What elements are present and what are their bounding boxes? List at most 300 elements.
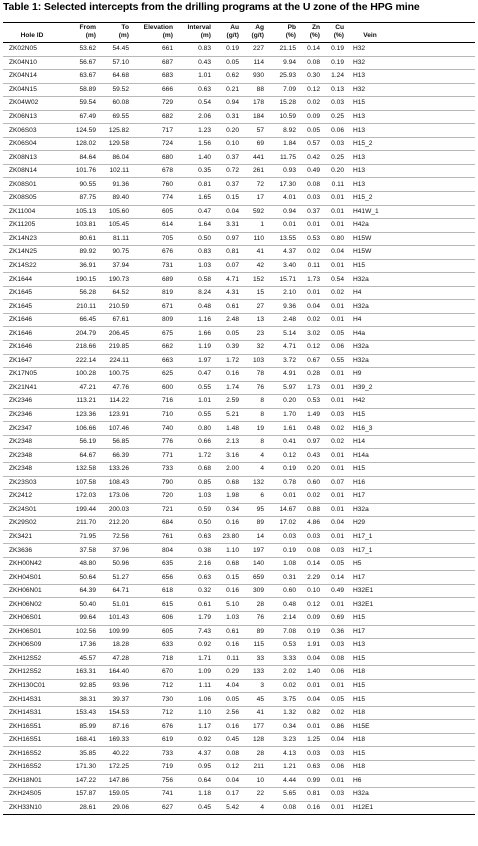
column-header [265,23,297,43]
table-cell: 105.60 [97,205,130,219]
table-cell: 50.64 [61,571,97,585]
table-cell: 14 [240,530,265,544]
table-cell: ZKH06N01 [3,584,61,598]
table-cell: 0.01 [297,219,321,233]
table-cell: 0.69 [321,611,345,625]
row-spacer [395,178,475,192]
table-cell: 13 [240,313,265,327]
table-cell: 0.61 [212,625,240,639]
table-cell: 1.03 [174,490,212,504]
table-body [3,43,475,815]
table-cell: 4.31 [212,286,240,300]
table-cell: 0.06 [321,760,345,774]
table-cell: ZK06S03 [3,124,61,138]
table-cell: 606 [130,611,174,625]
table-cell: ZK06N13 [3,110,61,124]
table-cell: 40.22 [97,747,130,761]
column-header-unit: (%) [309,32,320,39]
table-cell: H15E [345,720,395,734]
table-cell: 804 [130,544,174,558]
table-cell: 0.19 [321,43,345,57]
table-cell: 705 [130,232,174,246]
table-cell: 1.10 [212,544,240,558]
table-cell: 733 [130,747,174,761]
table-cell: 64.71 [97,584,130,598]
table-cell: 0.92 [174,639,212,653]
table-cell: 0.01 [321,490,345,504]
table-cell: 0.50 [174,517,212,531]
table-cell: H14a [345,449,395,463]
table-cell: 0.12 [297,341,321,355]
table-cell: 0.03 [321,639,345,653]
table-cell: 85.99 [61,720,97,734]
table-cell: H15 [345,408,395,422]
table-cell: 15.28 [265,97,297,111]
table-cell: 5.97 [265,381,297,395]
table-cell: 1.73 [297,381,321,395]
table-cell: 0.78 [265,476,297,490]
table-cell: 0.10 [297,584,321,598]
table-cell: 219.85 [97,341,130,355]
table-cell: 6 [240,490,265,504]
table-cell: ZK17N05 [3,368,61,382]
table-cell: 124.59 [61,124,97,138]
table-cell: H15 [345,462,395,476]
table-cell: 4.91 [265,368,297,382]
table-cell: 741 [130,788,174,802]
row-spacer [395,584,475,598]
table-cell: H9 [345,368,395,382]
table-cell: 0.53 [265,639,297,653]
table-cell: 1.01 [174,70,212,84]
table-cell: 605 [130,625,174,639]
table-cell: 4.71 [265,341,297,355]
table-cell: 133.26 [97,462,130,476]
table-cell: 0.15 [212,571,240,585]
table-cell: 69.55 [97,110,130,124]
table-cell: 0.37 [212,178,240,192]
table-cell: ZK21N41 [3,381,61,395]
table-cell: 114.22 [97,395,130,409]
table-cell: H17_1 [345,544,395,558]
table-cell: H32 [345,83,395,97]
table-cell: 0.15 [212,192,240,206]
table-cell: 28 [240,598,265,612]
table-cell: 605 [130,205,174,219]
table-cell: 88 [240,83,265,97]
table-cell: 23.80 [212,530,240,544]
row-spacer [395,259,475,273]
column-header-label: Pb [287,24,296,31]
table-cell: 102.11 [97,164,130,178]
table-cell: 0.01 [321,598,345,612]
table-cell: 684 [130,517,174,531]
table-cell: ZK04N14 [3,70,61,84]
table-row [3,110,475,124]
table-cell: 1.32 [265,706,297,720]
row-spacer [395,449,475,463]
table-cell: 152 [240,273,265,287]
table-cell: 18.28 [97,639,130,653]
table-cell: ZKH14S31 [3,706,61,720]
table-cell: 2.06 [174,110,212,124]
table-cell: 1.17 [174,720,212,734]
table-cell: ZKH130C01 [3,679,61,693]
table-cell: 63.67 [61,70,97,84]
table-cell: 0.08 [297,178,321,192]
table-cell: 211 [240,760,265,774]
table-cell: 2.10 [265,286,297,300]
table-cell: 0.12 [212,760,240,774]
table-cell: ZKH12S52 [3,666,61,680]
table-cell: 0.62 [212,70,240,84]
intercepts-table [3,22,475,815]
table-row [3,56,475,70]
table-cell: 172.25 [97,760,130,774]
table-cell: 676 [130,246,174,260]
table-cell: 1.21 [265,760,297,774]
table-cell: 0.02 [297,97,321,111]
column-header [212,23,240,43]
row-spacer [395,408,475,422]
table-cell: 0.83 [174,246,212,260]
table-cell: 17 [240,192,265,206]
table-cell: ZKH06S09 [3,639,61,653]
table-cell: 0.01 [265,490,297,504]
table-cell: 81.11 [97,232,130,246]
table-cell: 0.49 [321,584,345,598]
row-spacer [395,70,475,84]
column-header-unit: (g/t) [251,32,264,39]
table-cell: 0.01 [321,368,345,382]
table-cell: 108.43 [97,476,130,490]
table-cell: H15 [345,652,395,666]
column-header-unit: (%) [285,32,296,39]
table-cell: 731 [130,259,174,273]
table-cell: 0.53 [297,232,321,246]
table-cell: 1.74 [212,381,240,395]
row-spacer [395,720,475,734]
table-cell: 0.01 [321,449,345,463]
table-cell: 0.11 [321,178,345,192]
table-row [3,43,475,57]
table-cell: 41 [240,246,265,260]
table-cell: 0.38 [174,544,212,558]
table-row [3,679,475,693]
table-cell: 4 [240,801,265,815]
table-cell: 33 [240,652,265,666]
table-cell: 0.80 [174,422,212,436]
table-cell: 29.06 [97,801,130,815]
table-row [3,151,475,165]
table-cell: 0.11 [212,652,240,666]
table-row [3,313,475,327]
table-cell: 0.25 [321,151,345,165]
table-cell: H15_2 [345,137,395,151]
table-cell: 718 [130,652,174,666]
table-cell: 89.92 [61,246,97,260]
table-cell: 173.06 [97,490,130,504]
table-cell: 0.03 [265,530,297,544]
table-cell: 0.66 [174,435,212,449]
table-cell: 9.36 [265,300,297,314]
table-cell: 0.61 [212,300,240,314]
table-cell: 4.13 [265,747,297,761]
table-cell: 0.59 [174,503,212,517]
table-cell: 64.39 [61,584,97,598]
table-cell: H12E1 [345,801,395,815]
table-cell: H15W [345,246,395,260]
table-cell: 211.70 [61,517,97,531]
table-cell: 0.08 [297,56,321,70]
row-spacer [395,747,475,761]
table-cell: ZK3636 [3,544,61,558]
table-cell: 0.02 [265,679,297,693]
table-cell: 224.11 [97,354,130,368]
table-cell: 123.36 [61,408,97,422]
table-cell: ZK08N13 [3,151,61,165]
table-cell: 84.64 [61,151,97,165]
table-cell: 0.05 [212,327,240,341]
table-cell: 719 [130,760,174,774]
table-cell: H32 [345,56,395,70]
table-row [3,286,475,300]
table-row [3,97,475,111]
table-row [3,611,475,625]
table-cell: 93.96 [97,679,130,693]
column-header-label: Vein [363,32,377,39]
table-cell: 619 [130,733,174,747]
table-cell: ZK23S03 [3,476,61,490]
table-row [3,178,475,192]
table-cell: 0.05 [297,124,321,138]
table-cell: 5.14 [265,327,297,341]
table-cell: H13 [345,124,395,138]
column-header [174,23,212,43]
table-cell: H15 [345,679,395,693]
table-cell: 2.29 [297,571,321,585]
table-cell: 0.04 [212,774,240,788]
row-spacer [395,693,475,707]
table-cell: 0.01 [321,313,345,327]
table-row [3,544,475,558]
row-spacer [395,341,475,355]
table-cell: 809 [130,313,174,327]
table-cell: 0.13 [321,83,345,97]
table-cell: ZK1645 [3,286,61,300]
table-cell: 0.34 [265,720,297,734]
table-cell: H15 [345,693,395,707]
table-cell: 659 [240,571,265,585]
table-cell: ZKH24S05 [3,788,61,802]
table-cell: 4.01 [265,192,297,206]
table-cell: 109.99 [97,625,130,639]
table-cell: 89.40 [97,192,130,206]
table-cell: 0.45 [174,801,212,815]
table-cell: 0.01 [321,462,345,476]
table-cell: 4.37 [174,747,212,761]
table-cell: 1.91 [297,639,321,653]
table-cell: 0.39 [212,341,240,355]
table-cell: 0.03 [321,788,345,802]
table-cell: 132.58 [61,462,97,476]
table-cell: 680 [130,151,174,165]
table-cell: 0.08 [265,801,297,815]
table-cell: 689 [130,273,174,287]
table-cell: 197 [240,544,265,558]
table-cell: ZK3421 [3,530,61,544]
table-cell: H15_2 [345,192,395,206]
table-cell: 682 [130,110,174,124]
table-header [3,23,475,43]
table-cell: 0.19 [297,625,321,639]
table-cell: 42 [240,259,265,273]
table-cell: 91.36 [97,178,130,192]
table-row [3,801,475,815]
table-cell: 0.07 [212,259,240,273]
table-cell: 45 [240,693,265,707]
table-cell: 0.63 [174,571,212,585]
table-cell: 153.43 [61,706,97,720]
table-cell: 95 [240,503,265,517]
table-cell: H18 [345,706,395,720]
table-cell: 0.14 [297,43,321,57]
table-cell: H6 [345,774,395,788]
table-cell: 0.03 [297,747,321,761]
table-cell: 663 [130,354,174,368]
table-cell: H39_2 [345,381,395,395]
row-spacer [395,666,475,680]
table-cell: 2.56 [212,706,240,720]
table-cell: H13 [345,110,395,124]
table-cell: ZK1647 [3,354,61,368]
table-cell: 28.61 [61,801,97,815]
table-cell: 3.23 [265,733,297,747]
table-row [3,137,475,151]
table-cell: 171.30 [61,760,97,774]
table-cell: 125.82 [97,124,130,138]
table-cell: 0.01 [321,679,345,693]
table-row [3,219,475,233]
table-cell: ZK11004 [3,205,61,219]
table-cell: ZK1646 [3,313,61,327]
table-cell: 0.04 [212,205,240,219]
table-cell: H13 [345,151,395,165]
row-spacer [395,151,475,165]
table-cell: 4 [240,449,265,463]
table-cell: 177 [240,720,265,734]
table-cell: 4.86 [297,517,321,531]
table-cell: 614 [130,219,174,233]
table-cell: 15.71 [265,273,297,287]
table-cell: 2.14 [265,611,297,625]
table-cell: 0.12 [297,598,321,612]
table-cell: 0.35 [174,164,212,178]
table-cell: 107.58 [61,476,97,490]
table-cell: 1.48 [212,422,240,436]
table-row [3,381,475,395]
table-cell: 50.96 [97,557,130,571]
table-cell: 1.25 [297,733,321,747]
table-cell: 2.16 [174,557,212,571]
table-cell: 72.56 [97,530,130,544]
table-cell: 57.10 [97,56,130,70]
table-cell: 0.30 [297,70,321,84]
table-cell: H32E1 [345,598,395,612]
column-header [240,23,265,43]
table-cell: 0.14 [297,557,321,571]
table-cell: 600 [130,381,174,395]
table-cell: 0.63 [174,83,212,97]
table-cell: 0.31 [212,110,240,124]
table-cell: 740 [130,422,174,436]
table-cell: 71.95 [61,530,97,544]
table-cell: 0.17 [212,788,240,802]
table-cell: 4.71 [212,273,240,287]
table-cell: ZK1645 [3,300,61,314]
table-cell: 0.97 [297,435,321,449]
table-row [3,435,475,449]
table-cell: 37.58 [61,544,97,558]
table-cell: 169.33 [97,733,130,747]
table-cell: 103.81 [61,219,97,233]
table-cell: ZK04W02 [3,97,61,111]
table-cell: 0.72 [212,164,240,178]
table-cell: 8 [240,435,265,449]
table-cell: 625 [130,368,174,382]
column-header-label: Cu [335,24,344,31]
row-spacer [395,192,475,206]
table-row [3,83,475,97]
table-row [3,747,475,761]
row-spacer [395,205,475,219]
table-cell: 56.19 [61,435,97,449]
table-cell: 7.08 [265,625,297,639]
table-cell: 0.55 [321,354,345,368]
table-row [3,733,475,747]
table-row [3,246,475,260]
table-cell: 159.05 [97,788,130,802]
table-cell: 819 [130,286,174,300]
table-cell: 0.64 [174,774,212,788]
table-cell: ZK1646 [3,327,61,341]
table-row [3,666,475,680]
table-cell: ZKH16S52 [3,760,61,774]
table-cell: 129.58 [97,137,130,151]
table-cell: 1.73 [297,273,321,287]
row-spacer [395,598,475,612]
table-cell: 5.10 [212,598,240,612]
table-cell: 0.03 [321,408,345,422]
table-cell: 64.68 [97,70,130,84]
table-cell: ZKH06S01 [3,611,61,625]
table-cell: 760 [130,178,174,192]
table-cell: H13 [345,70,395,84]
table-cell: 27 [240,300,265,314]
table-cell: 618 [130,584,174,598]
table-cell: 0.02 [297,313,321,327]
table-cell: 0.04 [297,652,321,666]
table-cell: 11.75 [265,151,297,165]
column-header [321,23,345,43]
table-cell: 1.10 [174,706,212,720]
table-cell: 0.68 [212,476,240,490]
table-cell: 0.12 [297,83,321,97]
table-cell: 0.80 [321,232,345,246]
row-spacer [395,611,475,625]
table-cell: 59.54 [61,97,97,111]
table-cell: 1.64 [174,219,212,233]
